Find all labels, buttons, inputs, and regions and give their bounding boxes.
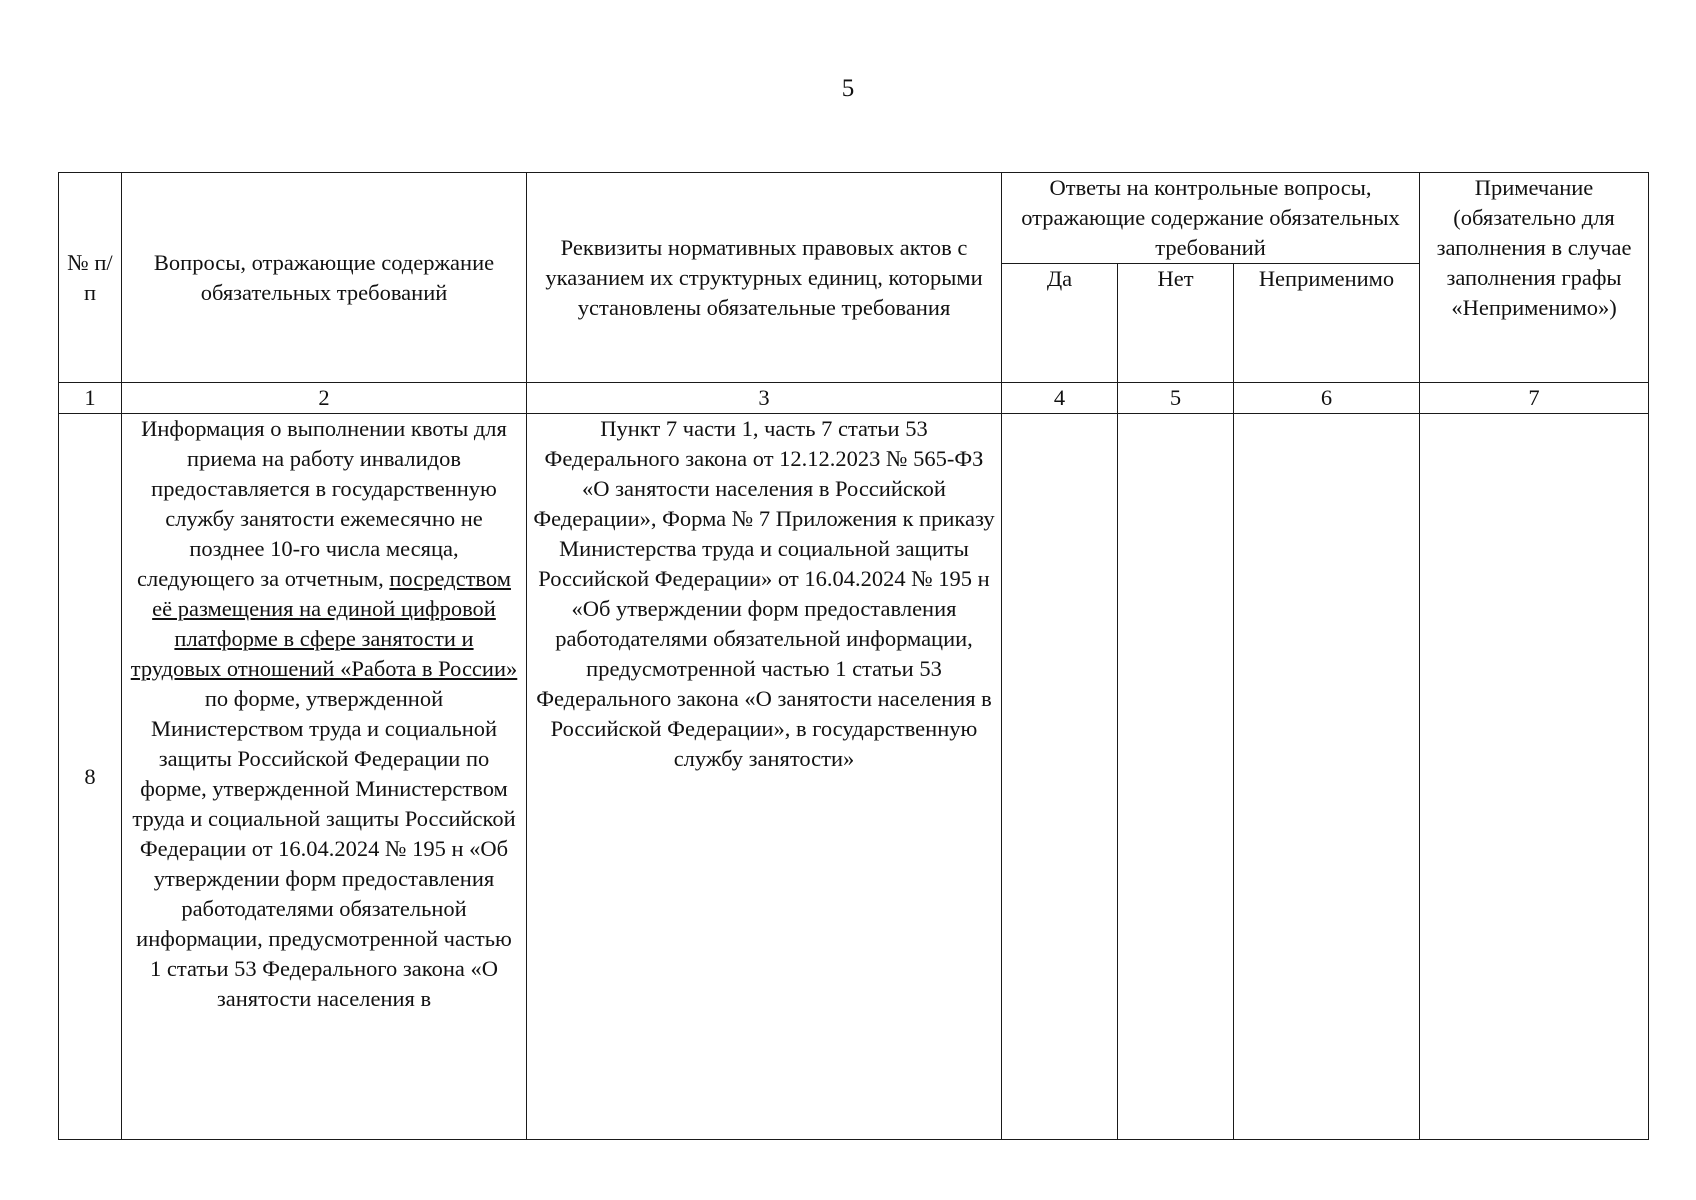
header-num: № п/п [59, 173, 122, 383]
header-questions: Вопросы, отражающие содержание обязательных требований [122, 173, 527, 383]
note-cell[interactable] [1420, 414, 1649, 1140]
row-number: 8 [59, 414, 122, 1140]
column-number: 5 [1118, 383, 1234, 414]
column-number: 6 [1234, 383, 1420, 414]
column-number: 7 [1420, 383, 1649, 414]
header-no: Нет [1118, 264, 1234, 383]
header-note: Примечание (обязательно для заполнения в случае заполнения графы «Неприменимо») [1420, 173, 1649, 383]
question-text [128, 414, 520, 1014]
table-row [59, 414, 1649, 1140]
header-answers-group: Ответы на контрольные вопросы, отражающие содержание обязательных требований [1002, 173, 1420, 264]
column-number: 2 [122, 383, 527, 414]
column-number: 3 [527, 383, 1002, 414]
header-requisites: Реквизиты нормативных правовых актов с указанием их структурных единиц, которыми установлены обязательные требования [527, 173, 1002, 383]
question-text-underlined: посредством её размещения на единой цифровой платформе в сфере занятости и трудовых отношений «Работа в России» [130, 566, 518, 681]
answer-no-cell[interactable] [1118, 414, 1234, 1140]
requisites-text: Пункт 7 части 1, часть 7 статьи 53 Федерального закона от 12.12.2023 № 565-ФЗ «О занятости населения в Российской Федерации», Форма № 7 Приложения к приказу Министерства труда и социальной защиты Российской Федерации» от 16.04.2024 № 195 н «Об утверждении форм предоставления работодателями обязательной информации, предусмотренной частью 1 статьи 53 Федерального закона «О занятости населения в Российской Федерации», в государственную службу занятости» [533, 416, 995, 771]
question-text-part2: по форме, утвержденной Министерством труда и социальной защиты Российской Федерации по форме, утвержденной Министерством труда и социальной защиты Российской Федерации от 16.04.2024 № 195 н «Об утверждении форм предоставления работодателями обязательной информации, предусмотренной частью 1 статьи 53 Федерального закона «О занятости населения в [132, 686, 516, 1011]
requisites-cell [527, 414, 1002, 1140]
header-na: Неприменимо [1234, 264, 1420, 383]
column-numbers-row [59, 383, 1649, 414]
header-yes: Да [1002, 264, 1118, 383]
question-cell [122, 414, 527, 1140]
page-number: 5 [841, 75, 855, 102]
answer-yes-cell[interactable] [1002, 414, 1118, 1140]
requirements-table [58, 172, 1649, 1140]
answer-na-cell[interactable] [1234, 414, 1420, 1140]
question-text-part1: Информация о выполнении квоты для приема на работу инвалидов предоставляется в государственную службу занятости ежемесячно не позднее 10-го числа месяца, следующего за отчетным, [137, 416, 507, 591]
header-row [59, 173, 1649, 264]
column-number: 1 [59, 383, 122, 414]
column-number: 4 [1002, 383, 1118, 414]
